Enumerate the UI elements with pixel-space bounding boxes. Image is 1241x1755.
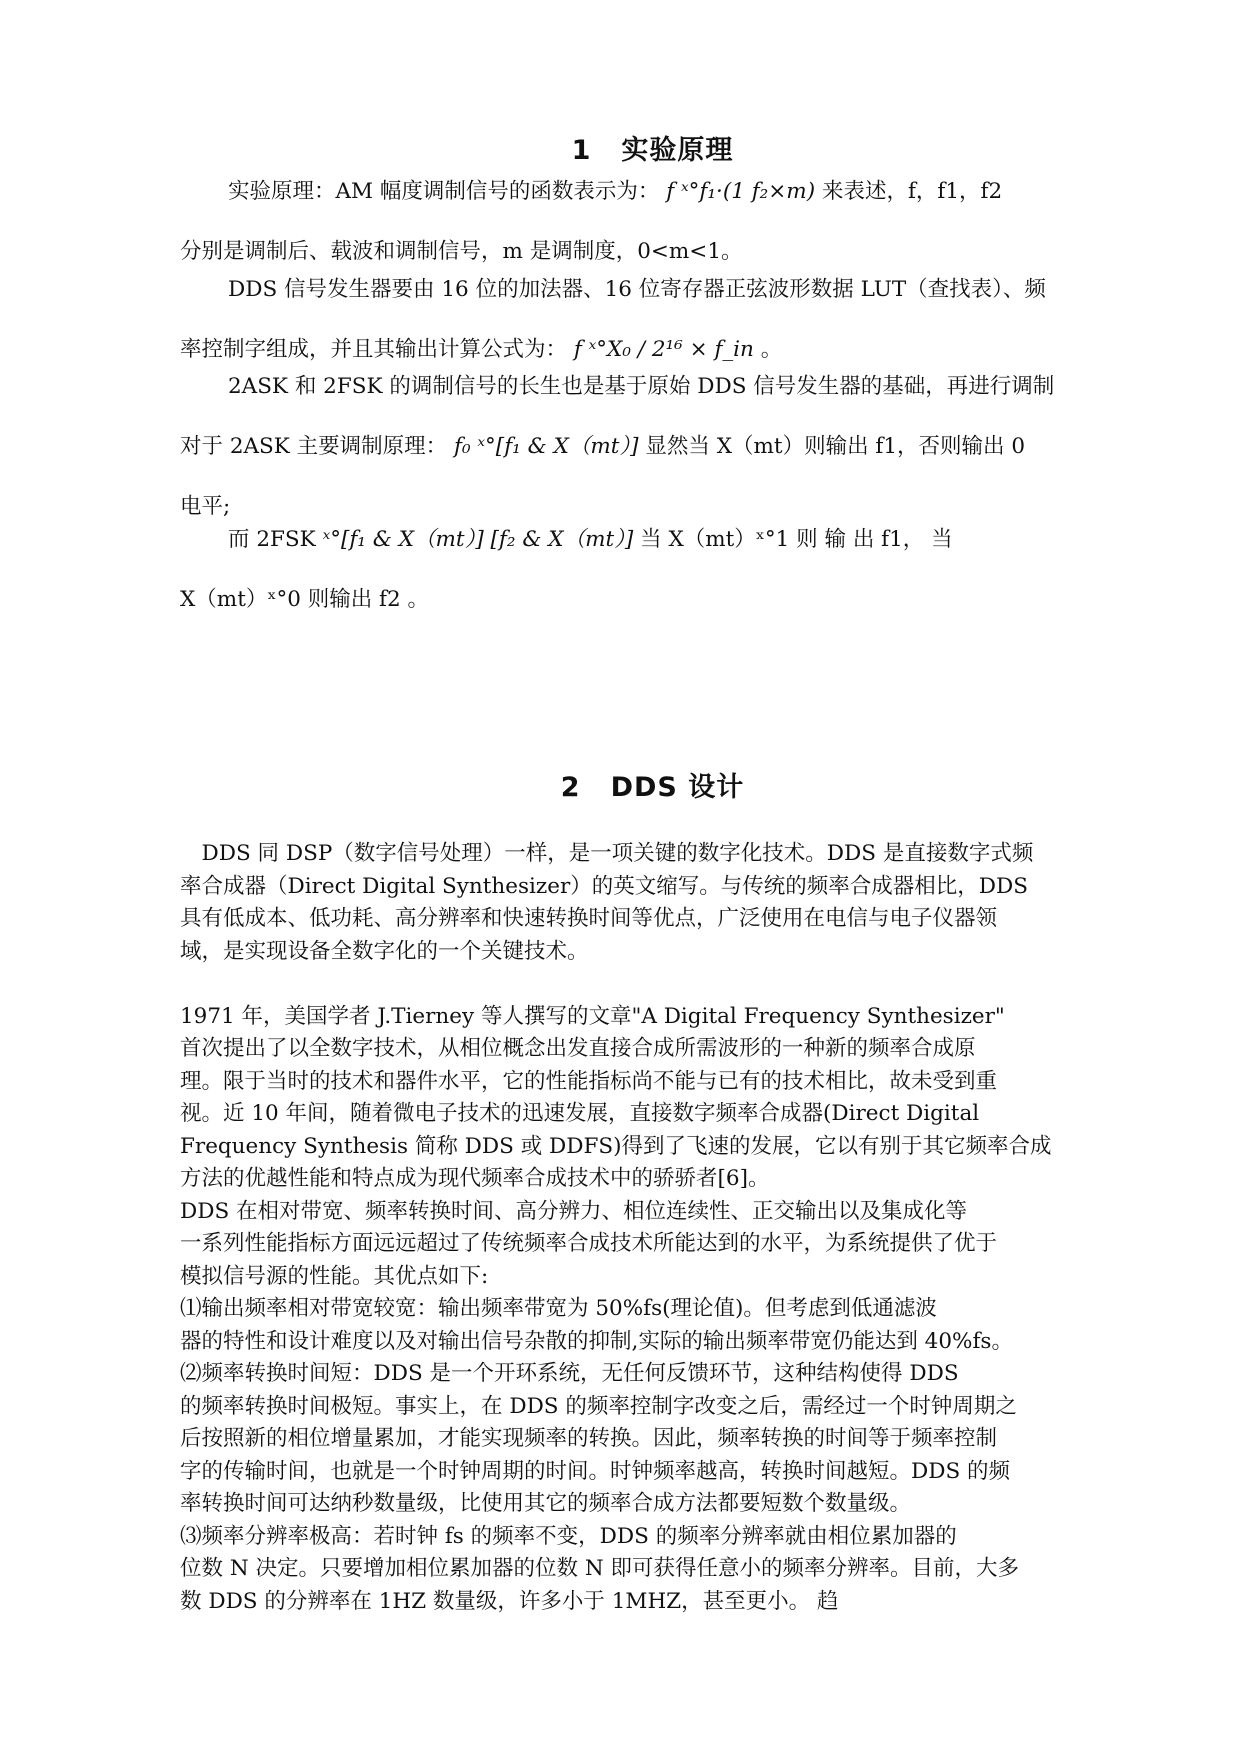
body-line: 理。限于当时的技术和器件水平，它的性能指标尚不能与已有的技术相比，故未受到重 (180, 1068, 998, 1094)
section-2-body (180, 838, 1125, 1618)
para2-text-c: 。 (760, 337, 783, 362)
body-line: 位数 N 决定。只要增加相位累加器的位数 N 即可获得任意小的频率分辨率。目前，大多 (180, 1556, 1019, 1581)
body-line: 1971 年，美国学者 J.Tierney 等人撰写的文章"A Digital Frequency Synthesizer" (180, 1003, 1005, 1029)
body-line: 域，是实现设备全数字化的一个关键技术。 (180, 938, 589, 964)
body-line: DDS 在相对带宽、频率转换时间、高分辨力、相位连续性、正交输出以及集成化等 (180, 1198, 968, 1224)
body-line: Frequency Synthesis 简称 DDS 或 DDFS)得到了飞速的发展，它以有别于其它频率合成 (180, 1133, 1052, 1159)
section-1-paragraph-4 (180, 510, 1125, 630)
body-line: ⑶频率分辨率极高：若时钟 fs 的频率不变，DDS 的频率分辨率就由相位累加器的 (180, 1523, 957, 1549)
body-line: 一系列性能指标方面远远超过了传统频率合成技术所能达到的水平，为系统提供了优于 (180, 1231, 998, 1256)
section-2-heading (180, 765, 1125, 804)
para3-text-c: 显然当 X（mt）则输出 f1，否则输出 0 (645, 434, 1026, 459)
para1-text-c: 分别是调制后、载波和调制信号，m 是调制度，0<m<1。 (180, 239, 743, 264)
body-line: 数 DDS 的分辨率在 1HZ 数量级，许多小于 1MHZ，甚至更小。 趋 (180, 1588, 839, 1614)
para2-text-b: 率控制字组成，并且其输出计算公式为： (180, 337, 568, 362)
section-2-number: 2 (560, 772, 581, 803)
section-2-title: DDS 设计 (610, 772, 745, 803)
para4-text-a: 而 2FSK (228, 527, 316, 552)
section-1-number: 1 (571, 135, 592, 166)
ask-formula: f₀ ˣ°[f₁ & X（mt）] (454, 434, 639, 459)
body-line: 器的特性和设计难度以及对输出信号杂散的抑制,实际的输出频率带宽仍能达到 40%fs。 (180, 1328, 1013, 1354)
para1-text-a: 实验原理：AM 幅度调制信号的函数表示为： (228, 179, 660, 204)
body-line (180, 968, 1125, 1001)
body-line: DDS 同 DSP（数字信号处理）一样，是一项关键的数字化技术。DDS 是直接数字式频 (180, 841, 1034, 866)
fsk-formula: ˣ°[f₁ & X（mt）] [f₂ & X（mt）] (322, 527, 634, 552)
body-line: 率转换时间可达纳秒数量级，比使用其它的频率合成方法都要短数个数量级。 (180, 1491, 912, 1516)
body-line: 后按照新的相位增量累加，才能实现频率的转换。因此，频率转换的时间等于频率控制 (180, 1426, 998, 1451)
para4-text-b: 当 X（mt）ˣ°1 则 输 出 f1， 当 (640, 527, 953, 552)
dds-formula: f ˣ°X₀ / 2¹⁶ × f_in (573, 337, 754, 362)
body-line: 具有低成本、低功耗、高分辨率和快速转换时间等优点，广泛使用在电信与电子仪器领 (180, 906, 998, 931)
para2-text-a: DDS 信号发生器要由 16 位的加法器、16 位寄存器正弦波形数据 LUT（查找表）、频 (228, 277, 1046, 302)
body-line: 的频率转换时间极短。事实上，在 DDS 的频率控制字改变之后，需经过一个时钟周期之 (180, 1393, 1017, 1419)
para3-text-a: 2ASK 和 2FSK 的调制信号的长生也是基于原始 DDS 信号发生器的基础，再进行调制 (228, 374, 1055, 399)
body-line: 率合成器（Direct Digital Synthesizer）的英文缩写。与传统的频率合成器相比，DDS (180, 873, 1028, 899)
body-line: ⑴输出频率相对带宽较宽：输出频率带宽为 50%fs(理论值)。但考虑到低通滤波 (180, 1296, 937, 1321)
body-line: 视。近 10 年间，随着微电子技术的迅速发展，直接数字频率合成器(Direct Digital (180, 1101, 980, 1126)
body-line: 方法的优越性能和特点成为现代频率合成技术中的骄骄者[6]。 (180, 1166, 770, 1191)
body-line: ⑵频率转换时间短：DDS 是一个开环系统，无任何反馈环节，这种结构使得 DDS (180, 1361, 959, 1386)
section-1-title: 实验原理 (621, 135, 734, 166)
body-line: 模拟信号源的性能。其优点如下: (180, 1263, 489, 1289)
para3-text-b: 对于 2ASK 主要调制原理： (180, 434, 448, 459)
para4-text-c: X（mt）ˣ°0 则输出 f2 。 (180, 587, 430, 612)
body-line: 字的传输时间，也就是一个时钟周期的时间。时钟频率越高，转换时间越短。DDS 的频 (180, 1458, 1011, 1484)
para1-text-b: 来表述，f，f1，f2 (821, 179, 1003, 204)
para3-text-d: 电平; (180, 494, 231, 519)
am-formula: f ˣ°f₁·(1 f₂×m) (666, 179, 816, 204)
body-line: 首次提出了以全数字技术，从相位概念出发直接合成所需波形的一种新的频率合成原 (180, 1036, 976, 1061)
